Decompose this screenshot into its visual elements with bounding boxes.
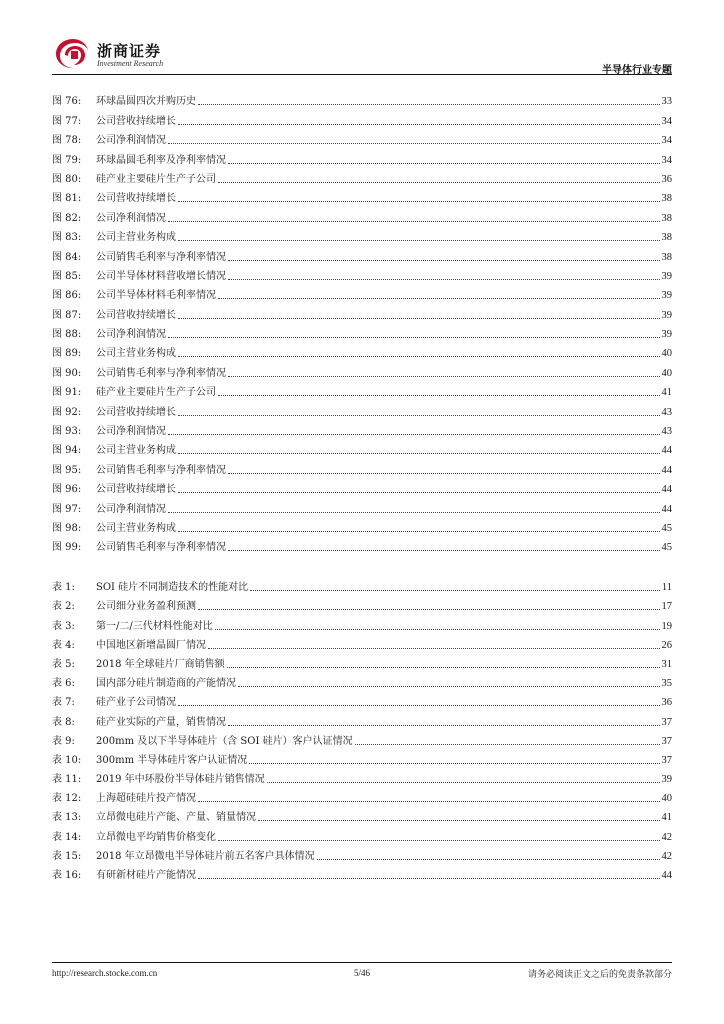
entry-title: 环球晶圆四次并购历史 xyxy=(96,96,196,108)
dot-leader xyxy=(178,492,660,493)
entry-label: 图 94: xyxy=(52,445,82,457)
dot-leader xyxy=(178,356,660,357)
dot-leader xyxy=(228,550,660,551)
dot-leader xyxy=(228,260,660,261)
table-entry[interactable] xyxy=(52,786,672,805)
entry-label: 表 13: xyxy=(52,812,82,824)
dot-leader xyxy=(249,763,659,764)
entry-page-number: 31 xyxy=(661,658,672,670)
figure-entry[interactable] xyxy=(52,264,672,283)
entry-title: 公司净利润情况 xyxy=(96,135,166,147)
entry-page-number: 38 xyxy=(661,212,672,224)
entry-title: 立昂微电平均销售价格变化 xyxy=(96,831,216,843)
entry-title: 2018 年立昂微电半导体硅片前五名客户具体情况 xyxy=(96,850,315,862)
entry-page-number: 39 xyxy=(661,270,672,282)
entry-page-number: 37 xyxy=(661,735,672,747)
entry-label: 图 77: xyxy=(52,115,82,127)
brand-name-en: Investment Research xyxy=(97,59,164,68)
dot-leader xyxy=(218,840,660,841)
report-type: 半导体行业专题 xyxy=(602,65,672,76)
table-entry[interactable] xyxy=(52,594,672,613)
entry-label: 图 88: xyxy=(52,329,82,341)
entry-page-number: 41 xyxy=(661,387,672,399)
entry-page-number: 26 xyxy=(661,639,672,651)
entry-page-number: 42 xyxy=(661,850,672,862)
dot-leader xyxy=(355,744,660,745)
entry-label: 表 3: xyxy=(52,620,75,632)
entry-page-number: 33 xyxy=(661,96,672,108)
entry-title: 公司半导体材料营收增长情况 xyxy=(96,270,226,282)
figure-entry[interactable] xyxy=(52,205,672,224)
entry-label: 表 7: xyxy=(52,697,75,709)
entry-label: 图 86: xyxy=(52,290,82,302)
entry-label: 图 79: xyxy=(52,154,82,166)
entry-title: 300mm 半导体硅片客户认证情况 xyxy=(96,754,248,766)
figure-entry[interactable] xyxy=(52,167,672,186)
entry-page-number: 38 xyxy=(661,232,672,244)
entry-page-number: 45 xyxy=(661,522,672,534)
entry-title: SOI 硅片不同制造技术的性能对比 xyxy=(96,582,249,594)
entry-page-number: 11 xyxy=(661,582,672,594)
entry-label: 图 80: xyxy=(52,173,82,185)
dot-leader xyxy=(178,705,660,706)
entry-title: 有研新材硅片产能情况 xyxy=(96,870,196,881)
entry-page-number: 39 xyxy=(661,774,672,786)
dot-leader xyxy=(250,590,660,591)
dot-leader xyxy=(215,629,660,630)
entry-page-number: 42 xyxy=(661,831,672,843)
figure-entry[interactable] xyxy=(52,360,672,379)
dot-leader xyxy=(258,820,660,821)
table-entry[interactable] xyxy=(52,824,672,843)
entry-label: 图 81: xyxy=(52,193,82,205)
page-header xyxy=(0,0,724,80)
dot-leader xyxy=(317,859,660,860)
entry-title: 公司销售毛利率与净利率情况 xyxy=(96,367,226,379)
figure-entry[interactable] xyxy=(52,516,672,535)
entry-label: 表 5: xyxy=(52,658,75,670)
entry-title: 公司主营业务构成 xyxy=(96,348,176,360)
entry-title: 硅产业主要硅片生产子公司 xyxy=(96,173,216,185)
entry-title: 公司销售毛利率与净利率情况 xyxy=(96,542,226,554)
footer-divider xyxy=(52,962,672,963)
entry-title: 公司销售毛利率与净利率情况 xyxy=(96,251,226,263)
dot-leader xyxy=(228,473,660,474)
figure-entry[interactable] xyxy=(52,477,672,496)
entry-label: 图 98: xyxy=(52,522,82,534)
entry-title: 公司主营业务构成 xyxy=(96,445,176,457)
entry-page-number: 44 xyxy=(661,464,672,476)
entry-label: 图 89: xyxy=(52,348,82,360)
figure-entry[interactable] xyxy=(52,147,672,166)
figure-entry[interactable] xyxy=(52,457,672,476)
entry-page-number: 34 xyxy=(661,115,672,127)
dot-leader xyxy=(178,318,660,319)
dot-leader xyxy=(178,531,660,532)
entry-label: 图 93: xyxy=(52,426,82,438)
table-entry[interactable] xyxy=(52,863,672,882)
entry-label: 表 12: xyxy=(52,793,82,805)
dot-leader xyxy=(198,609,660,610)
figure-entry[interactable] xyxy=(52,302,672,321)
dot-leader xyxy=(168,512,660,513)
footer-url[interactable]: http://research.stocke.com.cn xyxy=(52,968,158,978)
entry-page-number: 37 xyxy=(661,716,672,728)
entry-label: 表 10: xyxy=(52,754,82,766)
entry-label: 图 91: xyxy=(52,387,82,399)
table-entry[interactable] xyxy=(52,767,672,786)
entry-page-number: 40 xyxy=(661,367,672,379)
table-entry[interactable] xyxy=(52,613,672,632)
table-entry[interactable] xyxy=(52,709,672,728)
entry-page-number: 39 xyxy=(661,290,672,302)
entry-title: 公司营收持续增长 xyxy=(96,406,176,418)
entry-page-number: 36 xyxy=(661,173,672,185)
entry-page-number: 44 xyxy=(661,445,672,457)
entry-title: 公司营收持续增长 xyxy=(96,193,176,205)
entry-page-number: 40 xyxy=(661,348,672,360)
entry-title: 公司净利润情况 xyxy=(96,503,166,515)
figure-entry[interactable] xyxy=(52,225,672,244)
entry-title: 公司营收持续增长 xyxy=(96,115,176,127)
dot-leader xyxy=(178,453,660,454)
figure-entry[interactable] xyxy=(52,128,672,147)
table-entry[interactable] xyxy=(52,690,672,709)
entry-title: 2019 年中环股份半导体硅片销售情况 xyxy=(96,774,265,786)
entry-page-number: 40 xyxy=(661,793,672,805)
entry-title: 公司细分业务盈利预测 xyxy=(96,601,196,613)
brand-name-cn: 浙商证券 xyxy=(97,42,162,60)
entry-label: 表 1: xyxy=(52,582,75,594)
table-entry[interactable] xyxy=(52,652,672,671)
dot-leader xyxy=(168,221,660,222)
dot-leader xyxy=(178,240,660,241)
entry-page-number: 19 xyxy=(661,620,672,632)
entry-label: 表 14: xyxy=(52,831,82,843)
page-number: 5/46 xyxy=(354,968,371,978)
dot-leader xyxy=(198,878,660,879)
entry-label: 表 9: xyxy=(52,735,75,747)
entry-title: 硅产业主要硅片生产子公司 xyxy=(96,387,216,399)
figure-entry[interactable] xyxy=(52,322,672,341)
figure-list xyxy=(52,89,672,554)
table-entry[interactable] xyxy=(52,844,672,863)
entry-label: 图 84: xyxy=(52,251,82,263)
table-entry[interactable] xyxy=(52,633,672,652)
entry-page-number: 44 xyxy=(661,870,672,881)
table-entry[interactable] xyxy=(52,748,672,767)
figure-entry[interactable] xyxy=(52,419,672,438)
entry-label: 图 87: xyxy=(52,309,82,321)
figure-entry[interactable] xyxy=(52,535,672,554)
entry-label: 图 83: xyxy=(52,232,82,244)
dot-leader xyxy=(168,337,660,338)
figure-entry[interactable] xyxy=(52,438,672,457)
entry-page-number: 34 xyxy=(661,154,672,166)
entry-title: 第一/二/三代材料性能对比 xyxy=(96,620,213,632)
table-list xyxy=(52,575,672,882)
entry-label: 图 85: xyxy=(52,270,82,282)
entry-title: 上海超硅硅片投产情况 xyxy=(96,793,196,805)
dot-leader xyxy=(218,298,660,299)
dot-leader xyxy=(267,782,660,783)
figure-entry[interactable] xyxy=(52,496,672,515)
entry-label: 图 97: xyxy=(52,503,82,515)
entry-title: 公司净利润情况 xyxy=(96,329,166,341)
figure-entry[interactable] xyxy=(52,283,672,302)
entry-title: 国内部分硅片制造商的产能情况 xyxy=(96,678,236,690)
dot-leader xyxy=(168,143,660,144)
dot-leader xyxy=(228,163,660,164)
figure-entry[interactable] xyxy=(52,108,672,127)
entry-page-number: 34 xyxy=(661,135,672,147)
entry-title: 公司营收持续增长 xyxy=(96,484,176,496)
dot-leader xyxy=(168,434,660,435)
entry-page-number: 45 xyxy=(661,542,672,554)
entry-page-number: 36 xyxy=(661,697,672,709)
entry-label: 图 99: xyxy=(52,542,82,554)
entry-title: 公司净利润情况 xyxy=(96,426,166,438)
dot-leader xyxy=(228,279,660,280)
disclaimer-note: 请务必阅读正文之后的免责条款部分 xyxy=(527,970,672,980)
entry-label: 图 90: xyxy=(52,367,82,379)
entry-page-number: 44 xyxy=(661,484,672,496)
table-entry[interactable] xyxy=(52,805,672,824)
entry-label: 图 96: xyxy=(52,484,82,496)
entry-title: 环球晶圆毛利率及净利率情况 xyxy=(96,154,226,166)
entry-label: 表 2: xyxy=(52,601,75,613)
entry-title: 公司主营业务构成 xyxy=(96,232,176,244)
figure-entry[interactable] xyxy=(52,186,672,205)
entry-page-number: 39 xyxy=(661,309,672,321)
figure-entry[interactable] xyxy=(52,89,672,108)
entry-page-number: 37 xyxy=(661,754,672,766)
entry-label: 图 92: xyxy=(52,406,82,418)
entry-label: 表 15: xyxy=(52,850,82,862)
entry-label: 表 4: xyxy=(52,639,75,651)
entry-page-number: 41 xyxy=(661,812,672,824)
entry-title: 公司净利润情况 xyxy=(96,212,166,224)
entry-title: 硅产业子公司情况 xyxy=(96,697,176,709)
figure-entry[interactable] xyxy=(52,341,672,360)
dot-leader xyxy=(238,686,660,687)
table-entry[interactable] xyxy=(52,729,672,748)
entry-title: 公司销售毛利率与净利率情况 xyxy=(96,464,226,476)
entry-title: 硅产业实际的产量，销售情况 xyxy=(96,716,226,728)
entry-label: 表 8: xyxy=(52,716,75,728)
entry-title: 2018 年全球硅片厂商销售额 xyxy=(96,658,225,670)
figure-entry[interactable] xyxy=(52,399,672,418)
entry-page-number: 43 xyxy=(661,406,672,418)
entry-label: 表 16: xyxy=(52,870,82,881)
entry-page-number: 38 xyxy=(661,193,672,205)
entry-label: 表 11: xyxy=(52,774,82,786)
entry-page-number: 39 xyxy=(661,329,672,341)
dot-leader xyxy=(228,376,660,377)
entry-label: 图 78: xyxy=(52,135,82,147)
dot-leader xyxy=(178,201,660,202)
entry-page-number: 44 xyxy=(661,503,672,515)
entry-title: 公司营收持续增长 xyxy=(96,309,176,321)
dot-leader xyxy=(227,667,660,668)
zheshang-logo-icon xyxy=(52,37,92,71)
entry-label: 表 6: xyxy=(52,678,75,690)
dot-leader xyxy=(208,648,660,649)
dot-leader xyxy=(218,395,660,396)
table-entry[interactable] xyxy=(52,575,672,594)
entry-title: 公司半导体材料毛利率情况 xyxy=(96,290,216,302)
dot-leader xyxy=(198,104,660,105)
entry-title: 公司主营业务构成 xyxy=(96,522,176,534)
entry-label: 图 95: xyxy=(52,464,82,476)
dot-leader xyxy=(198,801,660,802)
table-entry[interactable] xyxy=(52,671,672,690)
entry-page-number: 17 xyxy=(661,601,672,613)
dot-leader xyxy=(218,182,660,183)
entry-label: 图 82: xyxy=(52,212,82,224)
dot-leader xyxy=(178,415,660,416)
header-divider xyxy=(52,74,672,75)
entry-title: 200mm 及以下半导体硅片（含 SOI 硅片）客户认证情况 xyxy=(96,735,353,747)
entry-page-number: 38 xyxy=(661,251,672,263)
figure-entry[interactable] xyxy=(52,244,672,263)
dot-leader xyxy=(178,124,660,125)
entry-title: 中国地区新增晶圆厂情况 xyxy=(96,639,206,651)
entry-title: 立昂微电硅片产能、产量、销量情况 xyxy=(96,812,256,824)
dot-leader xyxy=(228,725,660,726)
figure-entry[interactable] xyxy=(52,380,672,399)
entry-page-number: 43 xyxy=(661,426,672,438)
entry-label: 图 76: xyxy=(52,96,82,108)
entry-page-number: 35 xyxy=(661,678,672,690)
